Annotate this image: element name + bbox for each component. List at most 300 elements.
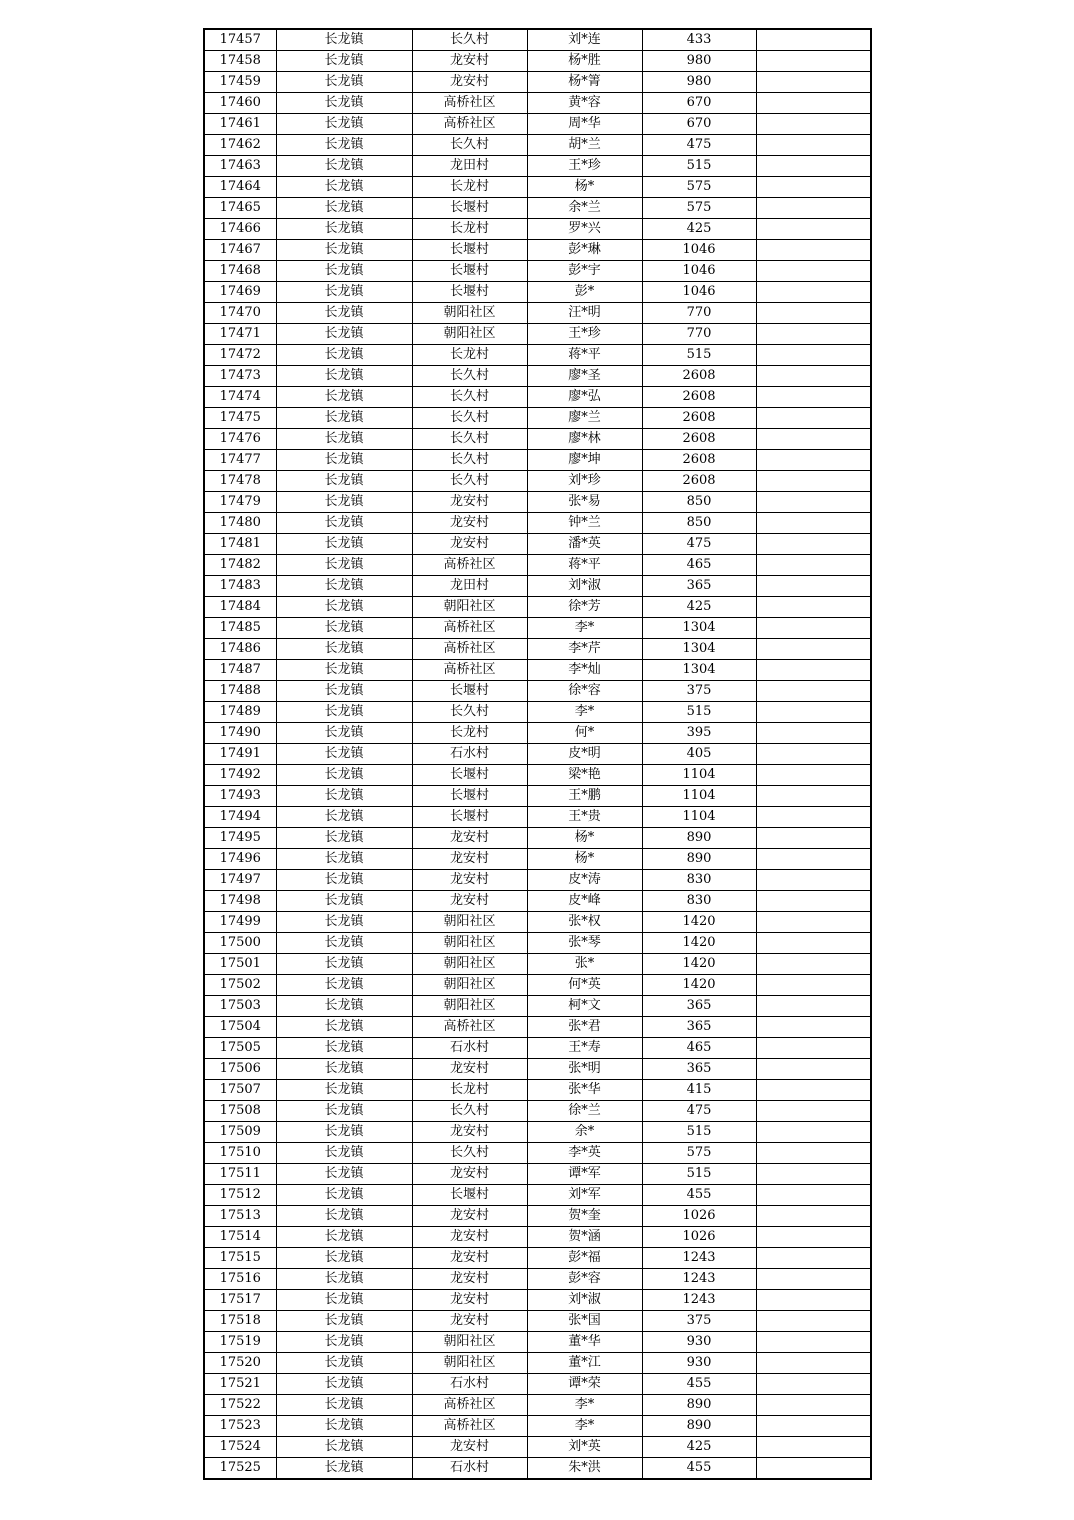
cell-id: 17513 <box>204 1206 276 1227</box>
cell-empty <box>756 1185 871 1206</box>
cell-village: 龙安村 <box>412 72 527 93</box>
table-row <box>204 261 871 282</box>
cell-town: 长龙镇 <box>276 1269 412 1290</box>
cell-name: 董*江 <box>527 1353 642 1374</box>
cell-empty <box>756 534 871 555</box>
cell-id: 17501 <box>204 954 276 975</box>
cell-id: 17511 <box>204 1164 276 1185</box>
table-row <box>204 1122 871 1143</box>
cell-name: 蒋*平 <box>527 555 642 576</box>
cell-name: 刘*珍 <box>527 471 642 492</box>
cell-town: 长龙镇 <box>276 723 412 744</box>
cell-village: 长堰村 <box>412 282 527 303</box>
cell-id: 17498 <box>204 891 276 912</box>
table-row <box>204 1269 871 1290</box>
cell-id: 17525 <box>204 1458 276 1480</box>
table-body <box>204 29 871 1479</box>
cell-empty <box>756 1017 871 1038</box>
cell-name: 张*君 <box>527 1017 642 1038</box>
cell-town: 长龙镇 <box>276 828 412 849</box>
cell-village: 高桥社区 <box>412 1416 527 1437</box>
cell-village: 长久村 <box>412 471 527 492</box>
cell-empty <box>756 807 871 828</box>
cell-town: 长龙镇 <box>276 1227 412 1248</box>
table-row <box>204 324 871 345</box>
cell-town: 长龙镇 <box>276 114 412 135</box>
cell-village: 龙安村 <box>412 1059 527 1080</box>
cell-village: 龙安村 <box>412 1206 527 1227</box>
cell-amount: 365 <box>642 576 756 597</box>
cell-amount: 1243 <box>642 1248 756 1269</box>
cell-town: 长龙镇 <box>276 1185 412 1206</box>
table-row <box>204 744 871 765</box>
cell-village: 长久村 <box>412 450 527 471</box>
cell-id: 17514 <box>204 1227 276 1248</box>
table-row <box>204 1206 871 1227</box>
cell-id: 17469 <box>204 282 276 303</box>
cell-amount: 425 <box>642 219 756 240</box>
cell-empty <box>756 1416 871 1437</box>
cell-id: 17462 <box>204 135 276 156</box>
cell-amount: 1420 <box>642 954 756 975</box>
cell-name: 潘*英 <box>527 534 642 555</box>
cell-town: 长龙镇 <box>276 93 412 114</box>
table-row <box>204 198 871 219</box>
cell-empty <box>756 849 871 870</box>
cell-town: 长龙镇 <box>276 1143 412 1164</box>
cell-amount: 890 <box>642 1395 756 1416</box>
table-row <box>204 1416 871 1437</box>
cell-id: 17483 <box>204 576 276 597</box>
table-row <box>204 72 871 93</box>
cell-village: 长堰村 <box>412 198 527 219</box>
cell-name: 彭*容 <box>527 1269 642 1290</box>
cell-id: 17503 <box>204 996 276 1017</box>
cell-id: 17515 <box>204 1248 276 1269</box>
cell-amount: 575 <box>642 177 756 198</box>
cell-village: 高桥社区 <box>412 660 527 681</box>
cell-village: 龙安村 <box>412 891 527 912</box>
table-row <box>204 471 871 492</box>
cell-name: 李*灿 <box>527 660 642 681</box>
cell-name: 董*华 <box>527 1332 642 1353</box>
cell-name: 朱*洪 <box>527 1458 642 1480</box>
cell-amount: 1420 <box>642 975 756 996</box>
cell-id: 17463 <box>204 156 276 177</box>
cell-id: 17488 <box>204 681 276 702</box>
cell-village: 龙安村 <box>412 1122 527 1143</box>
cell-empty <box>756 408 871 429</box>
cell-empty <box>756 933 871 954</box>
cell-village: 高桥社区 <box>412 114 527 135</box>
cell-id: 17459 <box>204 72 276 93</box>
cell-empty <box>756 93 871 114</box>
cell-id: 17518 <box>204 1311 276 1332</box>
cell-name: 彭*琳 <box>527 240 642 261</box>
table-row <box>204 387 871 408</box>
cell-amount: 980 <box>642 51 756 72</box>
cell-town: 长龙镇 <box>276 29 412 51</box>
cell-amount: 515 <box>642 1122 756 1143</box>
cell-name: 王*珍 <box>527 156 642 177</box>
cell-id: 17492 <box>204 765 276 786</box>
cell-id: 17473 <box>204 366 276 387</box>
cell-empty <box>756 702 871 723</box>
cell-id: 17457 <box>204 29 276 51</box>
cell-empty <box>756 660 871 681</box>
cell-name: 汪*明 <box>527 303 642 324</box>
cell-empty <box>756 198 871 219</box>
cell-name: 廖*林 <box>527 429 642 450</box>
cell-name: 贺*涵 <box>527 1227 642 1248</box>
table-row <box>204 282 871 303</box>
cell-town: 长龙镇 <box>276 219 412 240</box>
cell-name: 彭*宇 <box>527 261 642 282</box>
cell-town: 长龙镇 <box>276 1374 412 1395</box>
cell-town: 长龙镇 <box>276 576 412 597</box>
cell-name: 张*华 <box>527 1080 642 1101</box>
cell-village: 长堰村 <box>412 681 527 702</box>
cell-name: 皮*峰 <box>527 891 642 912</box>
cell-town: 长龙镇 <box>276 261 412 282</box>
cell-empty <box>756 828 871 849</box>
cell-name: 刘*淑 <box>527 1290 642 1311</box>
cell-id: 17466 <box>204 219 276 240</box>
table-row <box>204 807 871 828</box>
table-row <box>204 429 871 450</box>
table-row <box>204 1437 871 1458</box>
cell-amount: 475 <box>642 534 756 555</box>
table-row <box>204 1248 871 1269</box>
cell-id: 17471 <box>204 324 276 345</box>
cell-name: 皮*涛 <box>527 870 642 891</box>
cell-empty <box>756 219 871 240</box>
cell-amount: 930 <box>642 1353 756 1374</box>
cell-town: 长龙镇 <box>276 1080 412 1101</box>
table-row <box>204 534 871 555</box>
cell-empty <box>756 135 871 156</box>
table-row <box>204 702 871 723</box>
cell-id: 17484 <box>204 597 276 618</box>
cell-name: 黄*容 <box>527 93 642 114</box>
table-row <box>204 954 871 975</box>
cell-village: 朝阳社区 <box>412 324 527 345</box>
cell-id: 17496 <box>204 849 276 870</box>
cell-village: 长堰村 <box>412 261 527 282</box>
cell-village: 龙安村 <box>412 492 527 513</box>
cell-town: 长龙镇 <box>276 912 412 933</box>
cell-village: 长龙村 <box>412 219 527 240</box>
table-row <box>204 492 871 513</box>
table-row <box>204 303 871 324</box>
cell-amount: 425 <box>642 597 756 618</box>
table-row <box>204 1311 871 1332</box>
cell-id: 17474 <box>204 387 276 408</box>
table-row <box>204 849 871 870</box>
cell-village: 朝阳社区 <box>412 303 527 324</box>
cell-id: 17485 <box>204 618 276 639</box>
cell-town: 长龙镇 <box>276 849 412 870</box>
cell-town: 长龙镇 <box>276 597 412 618</box>
cell-amount: 455 <box>642 1374 756 1395</box>
cell-town: 长龙镇 <box>276 660 412 681</box>
cell-empty <box>756 1164 871 1185</box>
cell-town: 长龙镇 <box>276 1395 412 1416</box>
table-row <box>204 681 871 702</box>
cell-town: 长龙镇 <box>276 177 412 198</box>
cell-village: 朝阳社区 <box>412 912 527 933</box>
cell-town: 长龙镇 <box>276 324 412 345</box>
cell-empty <box>756 366 871 387</box>
cell-town: 长龙镇 <box>276 639 412 660</box>
cell-amount: 575 <box>642 198 756 219</box>
cell-town: 长龙镇 <box>276 450 412 471</box>
cell-village: 石水村 <box>412 1458 527 1480</box>
cell-empty <box>756 450 871 471</box>
table-row <box>204 93 871 114</box>
cell-empty <box>756 1269 871 1290</box>
cell-empty <box>756 1374 871 1395</box>
cell-id: 17458 <box>204 51 276 72</box>
cell-amount: 850 <box>642 513 756 534</box>
table-row <box>204 1101 871 1122</box>
cell-village: 长龙村 <box>412 345 527 366</box>
cell-name: 张*明 <box>527 1059 642 1080</box>
cell-town: 长龙镇 <box>276 51 412 72</box>
cell-town: 长龙镇 <box>276 702 412 723</box>
cell-amount: 375 <box>642 1311 756 1332</box>
cell-village: 长堰村 <box>412 240 527 261</box>
cell-village: 龙安村 <box>412 1227 527 1248</box>
cell-village: 长堰村 <box>412 786 527 807</box>
cell-town: 长龙镇 <box>276 492 412 513</box>
cell-id: 17517 <box>204 1290 276 1311</box>
cell-empty <box>756 597 871 618</box>
cell-town: 长龙镇 <box>276 555 412 576</box>
cell-amount: 465 <box>642 1038 756 1059</box>
cell-amount: 2608 <box>642 408 756 429</box>
cell-town: 长龙镇 <box>276 954 412 975</box>
cell-name: 杨* <box>527 177 642 198</box>
table-row <box>204 618 871 639</box>
cell-amount: 2608 <box>642 471 756 492</box>
table-row <box>204 996 871 1017</box>
cell-id: 17472 <box>204 345 276 366</box>
cell-amount: 465 <box>642 555 756 576</box>
cell-town: 长龙镇 <box>276 870 412 891</box>
cell-village: 长久村 <box>412 135 527 156</box>
cell-town: 长龙镇 <box>276 72 412 93</box>
cell-village: 石水村 <box>412 744 527 765</box>
cell-village: 长久村 <box>412 702 527 723</box>
table-row <box>204 576 871 597</box>
cell-name: 李* <box>527 1416 642 1437</box>
cell-name: 何* <box>527 723 642 744</box>
cell-name: 余* <box>527 1122 642 1143</box>
cell-village: 高桥社区 <box>412 1017 527 1038</box>
cell-name: 徐*兰 <box>527 1101 642 1122</box>
table-row <box>204 1059 871 1080</box>
cell-empty <box>756 1206 871 1227</box>
cell-empty <box>756 1059 871 1080</box>
cell-name: 谭*军 <box>527 1164 642 1185</box>
cell-village: 朝阳社区 <box>412 1332 527 1353</box>
table-row <box>204 240 871 261</box>
cell-amount: 770 <box>642 303 756 324</box>
table-row <box>204 1038 871 1059</box>
cell-empty <box>756 870 871 891</box>
cell-village: 龙安村 <box>412 1437 527 1458</box>
cell-id: 17494 <box>204 807 276 828</box>
cell-town: 长龙镇 <box>276 408 412 429</box>
cell-id: 17519 <box>204 1332 276 1353</box>
cell-name: 罗*兴 <box>527 219 642 240</box>
cell-town: 长龙镇 <box>276 198 412 219</box>
cell-name: 张*易 <box>527 492 642 513</box>
cell-amount: 1420 <box>642 912 756 933</box>
cell-id: 17467 <box>204 240 276 261</box>
cell-id: 17524 <box>204 1437 276 1458</box>
table-row <box>204 135 871 156</box>
cell-town: 长龙镇 <box>276 1332 412 1353</box>
cell-empty <box>756 114 871 135</box>
data-table <box>203 28 872 1480</box>
table-row <box>204 597 871 618</box>
cell-name: 何*英 <box>527 975 642 996</box>
cell-town: 长龙镇 <box>276 1164 412 1185</box>
cell-empty <box>756 324 871 345</box>
cell-name: 李*英 <box>527 1143 642 1164</box>
cell-name: 王*鹏 <box>527 786 642 807</box>
table-row <box>204 1458 871 1480</box>
cell-empty <box>756 1395 871 1416</box>
cell-empty <box>756 744 871 765</box>
table-row <box>204 1164 871 1185</box>
cell-name: 周*华 <box>527 114 642 135</box>
cell-name: 廖*坤 <box>527 450 642 471</box>
cell-village: 长堰村 <box>412 765 527 786</box>
cell-name: 彭* <box>527 282 642 303</box>
cell-town: 长龙镇 <box>276 1416 412 1437</box>
cell-name: 皮*明 <box>527 744 642 765</box>
table-row <box>204 1353 871 1374</box>
cell-town: 长龙镇 <box>276 1101 412 1122</box>
cell-village: 龙田村 <box>412 156 527 177</box>
cell-amount: 2608 <box>642 450 756 471</box>
cell-empty <box>756 72 871 93</box>
cell-amount: 1304 <box>642 618 756 639</box>
cell-town: 长龙镇 <box>276 786 412 807</box>
cell-town: 长龙镇 <box>276 744 412 765</box>
cell-empty <box>756 996 871 1017</box>
cell-empty <box>756 51 871 72</box>
cell-name: 张*国 <box>527 1311 642 1332</box>
cell-village: 长久村 <box>412 429 527 450</box>
table-row <box>204 450 871 471</box>
cell-amount: 930 <box>642 1332 756 1353</box>
cell-id: 17497 <box>204 870 276 891</box>
cell-id: 17508 <box>204 1101 276 1122</box>
cell-empty <box>756 303 871 324</box>
cell-empty <box>756 618 871 639</box>
cell-empty <box>756 723 871 744</box>
cell-empty <box>756 1353 871 1374</box>
cell-name: 余*兰 <box>527 198 642 219</box>
cell-id: 17509 <box>204 1122 276 1143</box>
cell-town: 长龙镇 <box>276 429 412 450</box>
cell-town: 长龙镇 <box>276 1311 412 1332</box>
cell-empty <box>756 1101 871 1122</box>
cell-name: 徐*芳 <box>527 597 642 618</box>
cell-amount: 1046 <box>642 261 756 282</box>
cell-amount: 1046 <box>642 282 756 303</box>
cell-empty <box>756 576 871 597</box>
cell-id: 17504 <box>204 1017 276 1038</box>
cell-empty <box>756 345 871 366</box>
table-row <box>204 765 871 786</box>
cell-name: 李* <box>527 702 642 723</box>
cell-name: 柯*文 <box>527 996 642 1017</box>
cell-name: 张*权 <box>527 912 642 933</box>
cell-village: 石水村 <box>412 1038 527 1059</box>
table-row <box>204 975 871 996</box>
cell-empty <box>756 471 871 492</box>
cell-name: 李* <box>527 1395 642 1416</box>
table-row <box>204 51 871 72</box>
table-row <box>204 1395 871 1416</box>
cell-village: 长久村 <box>412 387 527 408</box>
cell-empty <box>756 1227 871 1248</box>
cell-empty <box>756 177 871 198</box>
cell-town: 长龙镇 <box>276 135 412 156</box>
cell-empty <box>756 1143 871 1164</box>
cell-amount: 365 <box>642 1017 756 1038</box>
cell-amount: 455 <box>642 1185 756 1206</box>
cell-amount: 515 <box>642 156 756 177</box>
cell-empty <box>756 1311 871 1332</box>
cell-id: 17493 <box>204 786 276 807</box>
cell-empty <box>756 156 871 177</box>
cell-empty <box>756 912 871 933</box>
table-row <box>204 1227 871 1248</box>
cell-empty <box>756 765 871 786</box>
cell-town: 长龙镇 <box>276 1458 412 1480</box>
cell-village: 朝阳社区 <box>412 954 527 975</box>
cell-id: 17520 <box>204 1353 276 1374</box>
cell-amount: 455 <box>642 1458 756 1480</box>
cell-name: 廖*圣 <box>527 366 642 387</box>
cell-id: 17512 <box>204 1185 276 1206</box>
table-row <box>204 114 871 135</box>
cell-amount: 1104 <box>642 765 756 786</box>
cell-town: 长龙镇 <box>276 1248 412 1269</box>
cell-town: 长龙镇 <box>276 387 412 408</box>
cell-id: 17491 <box>204 744 276 765</box>
table-row <box>204 1332 871 1353</box>
cell-village: 长堰村 <box>412 807 527 828</box>
cell-id: 17470 <box>204 303 276 324</box>
cell-town: 长龙镇 <box>276 1038 412 1059</box>
cell-village: 长久村 <box>412 366 527 387</box>
cell-village: 朝阳社区 <box>412 996 527 1017</box>
cell-village: 龙安村 <box>412 849 527 870</box>
table-row <box>204 660 871 681</box>
cell-empty <box>756 1248 871 1269</box>
cell-town: 长龙镇 <box>276 1017 412 1038</box>
cell-amount: 2608 <box>642 387 756 408</box>
cell-town: 长龙镇 <box>276 681 412 702</box>
cell-amount: 395 <box>642 723 756 744</box>
